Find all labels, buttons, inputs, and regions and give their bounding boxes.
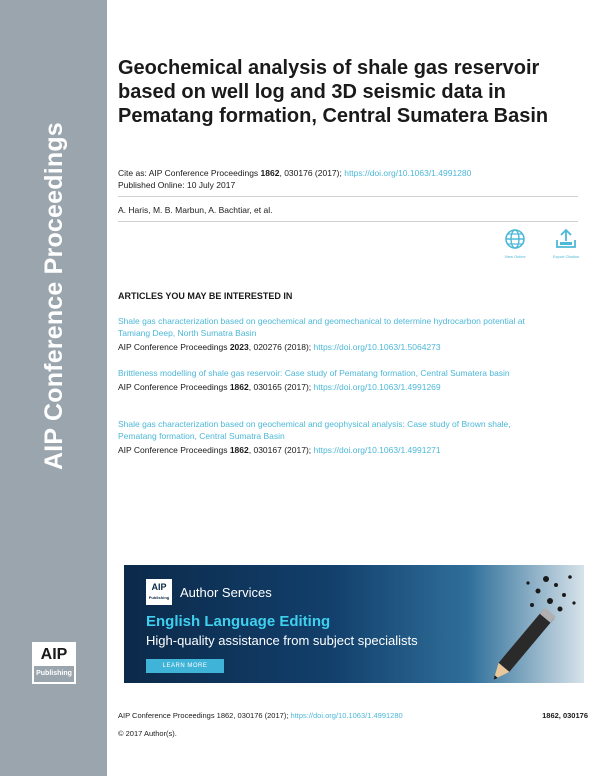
copyright: © 2017 Author(s). bbox=[118, 729, 177, 738]
sidebar bbox=[0, 0, 107, 776]
cite-prefix: AIP Conference Proceedings bbox=[118, 445, 230, 455]
related-heading: ARTICLES YOU MAY BE INTERESTED IN bbox=[118, 291, 293, 301]
doi-link[interactable]: https://doi.org/10.1063/1.5064273 bbox=[313, 342, 441, 352]
view-online-label: View Online bbox=[504, 254, 526, 259]
learn-more-button[interactable]: LEARN MORE bbox=[146, 659, 224, 673]
related-article-title[interactable]: Shale gas characterization based on geochemical and geophysical analysis: Case study of Brown shale, Pematang formation, Central Sumatra Basin bbox=[118, 419, 511, 441]
banner-logo-text: AIP bbox=[151, 582, 167, 592]
cite-suffix: , 030165 (2017); bbox=[248, 382, 314, 392]
doi-link[interactable]: https://doi.org/10.1063/1.4991269 bbox=[313, 382, 441, 392]
export-citation-button[interactable] bbox=[541, 228, 591, 259]
cite-prefix: AIP Conference Proceedings bbox=[118, 382, 230, 392]
cite-volume: 1862 bbox=[216, 711, 234, 720]
globe-icon bbox=[504, 228, 526, 250]
published-date: Published Online: 10 July 2017 bbox=[118, 180, 236, 190]
related-article-cite bbox=[118, 444, 538, 456]
cite-prefix: AIP Conference Proceedings bbox=[118, 342, 230, 352]
footer-cite bbox=[118, 711, 588, 720]
banner-headline: English Language Editing bbox=[146, 613, 331, 630]
related-article-cite bbox=[118, 341, 538, 353]
cite-suffix: , 030176 (2017); bbox=[279, 168, 345, 178]
banner-aip-logo bbox=[146, 579, 172, 605]
cite-volume: 1862 bbox=[229, 445, 249, 455]
cite-suffix: , 030167 (2017); bbox=[248, 445, 314, 455]
author-services-banner[interactable] bbox=[124, 565, 584, 683]
cite-suffix: , 030176 (2017); bbox=[233, 711, 291, 720]
cite-volume: 1862 bbox=[229, 382, 249, 392]
related-article bbox=[118, 418, 538, 456]
pencil-illustration bbox=[434, 565, 584, 683]
authors[interactable]: A. Haris, M. B. Marbun, A. Bachtiar, et al. bbox=[118, 205, 273, 215]
aip-publishing-logo[interactable] bbox=[32, 642, 76, 684]
cite-suffix: , 020276 (2018); bbox=[248, 342, 314, 352]
cite-line bbox=[118, 168, 471, 178]
related-article-cite bbox=[118, 381, 538, 393]
view-online-button[interactable] bbox=[490, 228, 540, 259]
aip-logo-sub: Publishing bbox=[34, 666, 74, 682]
doi-link[interactable]: https://doi.org/10.1063/1.4991271 bbox=[313, 445, 441, 455]
related-article bbox=[118, 315, 538, 353]
cite-volume: 2023 bbox=[229, 342, 249, 352]
banner-service: Author Services bbox=[180, 585, 272, 600]
doi-link[interactable]: https://doi.org/10.1063/1.4991280 bbox=[344, 168, 472, 178]
doi-link[interactable]: https://doi.org/10.1063/1.4991280 bbox=[290, 711, 403, 720]
aip-logo-text: AIP bbox=[34, 644, 74, 666]
cite-prefix: Cite as: AIP Conference Proceedings bbox=[118, 168, 261, 178]
export-icon bbox=[554, 228, 578, 250]
export-citation-label: Export Citation bbox=[552, 254, 580, 259]
divider bbox=[118, 196, 578, 197]
related-article bbox=[118, 367, 538, 393]
page-reference: 1862, 030176 bbox=[542, 711, 588, 720]
related-article-title[interactable]: Shale gas characterization based on geochemical and geomechanical to determine hydrocarbon potential at Tamiang Deep, North Sumatra Basin bbox=[118, 316, 525, 338]
banner-logo-sub: Publishing bbox=[148, 595, 170, 600]
banner-subline: High-quality assistance from subject specialists bbox=[146, 633, 418, 648]
cite-prefix: AIP Conference Proceedings bbox=[118, 711, 217, 720]
journal-title: AIP Conference Proceedings bbox=[40, 122, 68, 470]
cite-volume: 1862 bbox=[260, 168, 280, 178]
divider bbox=[118, 221, 578, 222]
article-title: Geochemical analysis of shale gas reservoir based on well log and 3D seismic data in Pematang formation, Central Sumatera Basin bbox=[118, 57, 549, 127]
related-article-title[interactable]: Brittleness modelling of shale gas reservoir: Case study of Pematang formation, Central Sumatera basin bbox=[118, 368, 510, 378]
